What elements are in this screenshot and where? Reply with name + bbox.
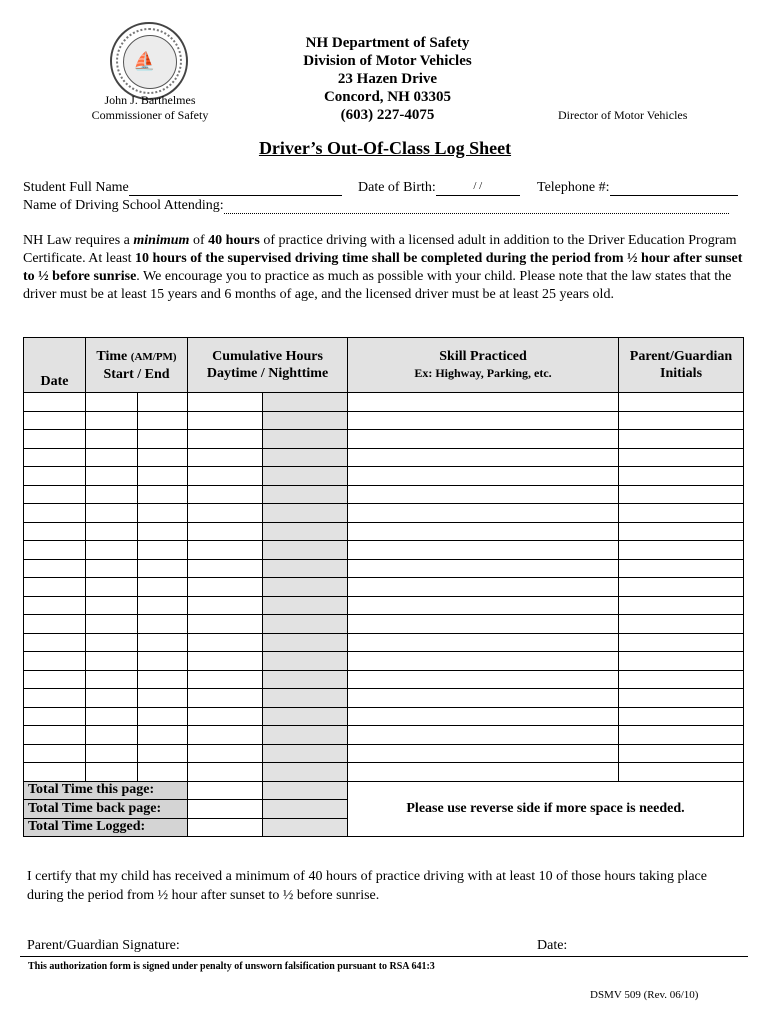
time-end-cell[interactable] [138, 689, 188, 708]
initials-cell[interactable] [619, 541, 744, 560]
date-cell[interactable] [24, 430, 86, 449]
time-end-cell[interactable] [138, 652, 188, 671]
table-row [24, 430, 744, 449]
daytime-cell[interactable] [188, 652, 263, 671]
time-start-cell[interactable] [86, 726, 138, 745]
initials-cell[interactable] [619, 689, 744, 708]
school-field[interactable] [224, 198, 729, 214]
initials-cell[interactable] [619, 652, 744, 671]
nighttime-cell[interactable] [263, 726, 348, 745]
time-end-cell[interactable] [138, 430, 188, 449]
daytime-cell[interactable] [188, 448, 263, 467]
time-end-cell[interactable] [138, 485, 188, 504]
daytime-cell[interactable] [188, 559, 263, 578]
initials-cell[interactable] [619, 707, 744, 726]
nighttime-cell[interactable] [263, 763, 348, 782]
time-start-cell[interactable] [86, 633, 138, 652]
time-start-cell[interactable] [86, 596, 138, 615]
time-start-cell[interactable] [86, 448, 138, 467]
date-cell[interactable] [24, 689, 86, 708]
telephone-label: Telephone #: [537, 180, 738, 196]
skill-cell[interactable] [348, 615, 619, 634]
date-cell[interactable] [24, 596, 86, 615]
director-title: Director of Motor Vehicles [558, 108, 688, 122]
table-row [24, 448, 744, 467]
commissioner-title: Commissioner of Safety [91, 108, 209, 122]
initials-cell[interactable] [619, 430, 744, 449]
time-start-cell[interactable] [86, 559, 138, 578]
agency-line-2: Division of Motor Vehicles [303, 53, 472, 69]
nighttime-cell[interactable] [263, 652, 348, 671]
date-cell[interactable] [24, 504, 86, 523]
date-cell[interactable] [24, 522, 86, 541]
student-name-field[interactable] [129, 180, 342, 196]
initials-cell[interactable] [619, 559, 744, 578]
state-seal [110, 22, 188, 100]
skill-cell[interactable] [348, 689, 619, 708]
daytime-cell[interactable] [188, 522, 263, 541]
page-title: Driver’s Out-Of-Class Log Sheet [258, 138, 512, 158]
skill-cell[interactable] [348, 652, 619, 671]
date-cell[interactable] [24, 615, 86, 634]
table-header-row [24, 338, 744, 393]
daytime-cell[interactable] [188, 726, 263, 745]
table-row [24, 744, 744, 763]
hours-emphasis: 40 hours [208, 233, 260, 248]
nighttime-cell[interactable] [263, 707, 348, 726]
time-start-cell[interactable] [86, 744, 138, 763]
agency-line-4: Concord, NH 03305 [323, 89, 452, 105]
time-end-cell[interactable] [138, 504, 188, 523]
table-row [24, 578, 744, 597]
time-start-cell[interactable] [86, 430, 138, 449]
skill-cell[interactable] [348, 541, 619, 560]
table-row [24, 485, 744, 504]
date-cell[interactable] [24, 744, 86, 763]
time-end-cell[interactable] [138, 578, 188, 597]
signature-label: Parent/Guardian Signature: [27, 938, 180, 953]
skill-cell[interactable] [348, 467, 619, 486]
intro-paragraph: NH Law requires a minimum of 40 hours of practice driving with a licensed adult in addition to the Driver Education Program Certificate. At least 10 hours of the supervised driving time shall be completed during the period from ½ hour after sunset to ½ before sunrise. We encourage you to practice as much as possible with your child. Please note that the law states that the driver must be at least 15 years and 6 months of age, and the licensed driver must be at least 25 years old. [23, 233, 743, 302]
agency-header [255, 34, 520, 124]
time-start-cell[interactable] [86, 578, 138, 597]
initials-cell[interactable] [619, 615, 744, 634]
skill-cell[interactable] [348, 522, 619, 541]
skill-cell[interactable] [348, 485, 619, 504]
commissioner-block [80, 93, 220, 123]
daytime-cell[interactable] [188, 633, 263, 652]
nighttime-cell[interactable] [263, 504, 348, 523]
time-end-cell[interactable] [138, 763, 188, 782]
date-cell[interactable] [24, 763, 86, 782]
col-cumulative: Cumulative Hours Daytime / Nighttime [188, 338, 348, 393]
time-start-cell[interactable] [86, 763, 138, 782]
nighttime-cell[interactable] [263, 596, 348, 615]
col-skill: Skill Practiced Ex: Highway, Parking, etc. [348, 338, 619, 393]
time-start-cell[interactable] [86, 522, 138, 541]
date-cell[interactable] [24, 541, 86, 560]
skill-cell[interactable] [348, 633, 619, 652]
initials-cell[interactable] [619, 467, 744, 486]
daytime-cell[interactable] [188, 485, 263, 504]
initials-cell[interactable] [619, 633, 744, 652]
signature-line[interactable] [20, 956, 748, 957]
date-cell[interactable] [24, 485, 86, 504]
time-end-cell[interactable] [138, 522, 188, 541]
initials-cell[interactable] [619, 670, 744, 689]
commissioner-name: John J. Barthelmes [104, 93, 196, 107]
time-start-cell[interactable] [86, 485, 138, 504]
col-parent: Parent/Guardian Initials [619, 338, 744, 393]
total-page-night[interactable] [263, 781, 348, 800]
telephone-field[interactable] [610, 180, 738, 196]
initials-cell[interactable] [619, 485, 744, 504]
total-back-night[interactable] [263, 800, 348, 819]
school-label: Name of Driving School Attending: [23, 198, 729, 214]
daytime-cell[interactable] [188, 411, 263, 430]
skill-cell[interactable] [348, 707, 619, 726]
daytime-cell[interactable] [188, 707, 263, 726]
time-end-cell[interactable] [138, 726, 188, 745]
date-cell[interactable] [24, 411, 86, 430]
time-start-cell[interactable] [86, 467, 138, 486]
initials-cell[interactable] [619, 448, 744, 467]
nighttime-cell[interactable] [263, 467, 348, 486]
col-time: Time (AM/PM) Start / End [86, 338, 188, 393]
time-start-cell[interactable] [86, 670, 138, 689]
nighttime-cell[interactable] [263, 393, 348, 412]
nighttime-cell[interactable] [263, 559, 348, 578]
time-end-cell[interactable] [138, 707, 188, 726]
date-cell[interactable] [24, 707, 86, 726]
log-table [23, 337, 744, 837]
agency-line-5: (603) 227-4075 [340, 107, 435, 123]
table-row [24, 707, 744, 726]
initials-cell[interactable] [619, 522, 744, 541]
skill-cell[interactable] [348, 578, 619, 597]
nighttime-cell[interactable] [263, 689, 348, 708]
dob-field[interactable]: / / [436, 180, 520, 196]
nighttime-cell[interactable] [263, 541, 348, 560]
table-row [24, 670, 744, 689]
penalty-notice: This authorization form is signed under penalty of unsworn falsification pursuant to RSA 641:3 [28, 961, 435, 972]
total-page-day[interactable] [188, 781, 263, 800]
total-logged-day[interactable] [188, 818, 263, 837]
time-start-cell[interactable] [86, 411, 138, 430]
date-cell[interactable] [24, 448, 86, 467]
table-row [24, 411, 744, 430]
daytime-cell[interactable] [188, 615, 263, 634]
date-cell[interactable] [24, 652, 86, 671]
skill-cell[interactable] [348, 504, 619, 523]
total-back-label: Total Time back page: [24, 800, 188, 819]
date-label: Date: [537, 938, 568, 953]
night-requirement: 10 hours of the supervised driving time shall be completed during the period from ½ hour after sunset to ½ before sunrise [23, 251, 743, 284]
table-row [24, 633, 744, 652]
form-id: DSMV 509 (Rev. 06/10) [590, 989, 699, 1001]
skill-cell[interactable] [348, 744, 619, 763]
time-start-cell[interactable] [86, 652, 138, 671]
date-cell[interactable] [24, 633, 86, 652]
time-end-cell[interactable] [138, 615, 188, 634]
time-end-cell[interactable] [138, 541, 188, 560]
skill-cell[interactable] [348, 393, 619, 412]
total-back-day[interactable] [188, 800, 263, 819]
time-end-cell[interactable] [138, 393, 188, 412]
minimum-emphasis: minimum [133, 233, 190, 248]
daytime-cell[interactable] [188, 541, 263, 560]
nighttime-cell[interactable] [263, 430, 348, 449]
reverse-note: Please use reverse side if more space is needed. [348, 781, 744, 837]
skill-cell[interactable] [348, 726, 619, 745]
nighttime-cell[interactable] [263, 448, 348, 467]
initials-cell[interactable] [619, 726, 744, 745]
daytime-cell[interactable] [188, 763, 263, 782]
time-start-cell[interactable] [86, 689, 138, 708]
time-end-cell[interactable] [138, 596, 188, 615]
time-end-cell[interactable] [138, 670, 188, 689]
nighttime-cell[interactable] [263, 485, 348, 504]
table-row [24, 615, 744, 634]
time-end-cell[interactable] [138, 467, 188, 486]
nighttime-cell[interactable] [263, 670, 348, 689]
table-row [24, 467, 744, 486]
initials-cell[interactable] [619, 504, 744, 523]
daytime-cell[interactable] [188, 578, 263, 597]
skill-cell[interactable] [348, 559, 619, 578]
agency-line-3: 23 Hazen Drive [337, 71, 438, 87]
daytime-cell[interactable] [188, 467, 263, 486]
nighttime-cell[interactable] [263, 633, 348, 652]
skill-cell[interactable] [348, 670, 619, 689]
time-end-cell[interactable] [138, 633, 188, 652]
skill-cell[interactable] [348, 596, 619, 615]
daytime-cell[interactable] [188, 430, 263, 449]
initials-cell[interactable] [619, 393, 744, 412]
date-cell[interactable] [24, 578, 86, 597]
time-start-cell[interactable] [86, 615, 138, 634]
date-cell[interactable] [24, 393, 86, 412]
col-date: Date [24, 338, 86, 393]
initials-cell[interactable] [619, 763, 744, 782]
nighttime-cell[interactable] [263, 411, 348, 430]
date-cell[interactable] [24, 670, 86, 689]
nighttime-cell[interactable] [263, 744, 348, 763]
table-row [24, 522, 744, 541]
table-row [24, 504, 744, 523]
table-row [24, 689, 744, 708]
total-logged-label: Total Time Logged: [24, 818, 188, 837]
daytime-cell[interactable] [188, 393, 263, 412]
table-row [24, 393, 744, 412]
total-logged-night[interactable] [263, 818, 348, 837]
table-row [24, 559, 744, 578]
time-end-cell[interactable] [138, 559, 188, 578]
skill-cell[interactable] [348, 448, 619, 467]
daytime-cell[interactable] [188, 744, 263, 763]
nighttime-cell[interactable] [263, 615, 348, 634]
skill-cell[interactable] [348, 763, 619, 782]
time-start-cell[interactable] [86, 504, 138, 523]
nighttime-cell[interactable] [263, 522, 348, 541]
initials-cell[interactable] [619, 411, 744, 430]
table-row [24, 596, 744, 615]
table-row [24, 726, 744, 745]
time-start-cell[interactable] [86, 393, 138, 412]
time-end-cell[interactable] [138, 411, 188, 430]
table-row [24, 652, 744, 671]
dob-label: Date of Birth: / / [358, 180, 520, 196]
time-start-cell[interactable] [86, 541, 138, 560]
table-row [24, 763, 744, 782]
skill-cell[interactable] [348, 430, 619, 449]
date-cell[interactable] [24, 559, 86, 578]
daytime-cell[interactable] [188, 689, 263, 708]
agency-line-1: NH Department of Safety [305, 35, 470, 51]
table-row [24, 541, 744, 560]
initials-cell[interactable] [619, 578, 744, 597]
student-name-label: Student Full Name [23, 180, 342, 196]
date-cell[interactable] [24, 467, 86, 486]
daytime-cell[interactable] [188, 670, 263, 689]
ship-icon: ⛵ [133, 51, 156, 71]
time-start-cell[interactable] [86, 707, 138, 726]
total-row [24, 781, 744, 800]
initials-cell[interactable] [619, 596, 744, 615]
time-end-cell[interactable] [138, 448, 188, 467]
skill-cell[interactable] [348, 411, 619, 430]
total-page-label: Total Time this page: [24, 781, 188, 800]
daytime-cell[interactable] [188, 596, 263, 615]
certification-text: I certify that my child has received a minimum of 40 hours of practice driving with at least 10 of those hours taking place during the period from ½ hour after sunset to ½ before sunrise. [27, 869, 707, 903]
date-cell[interactable] [24, 726, 86, 745]
nighttime-cell[interactable] [263, 578, 348, 597]
time-end-cell[interactable] [138, 744, 188, 763]
initials-cell[interactable] [619, 744, 744, 763]
daytime-cell[interactable] [188, 504, 263, 523]
